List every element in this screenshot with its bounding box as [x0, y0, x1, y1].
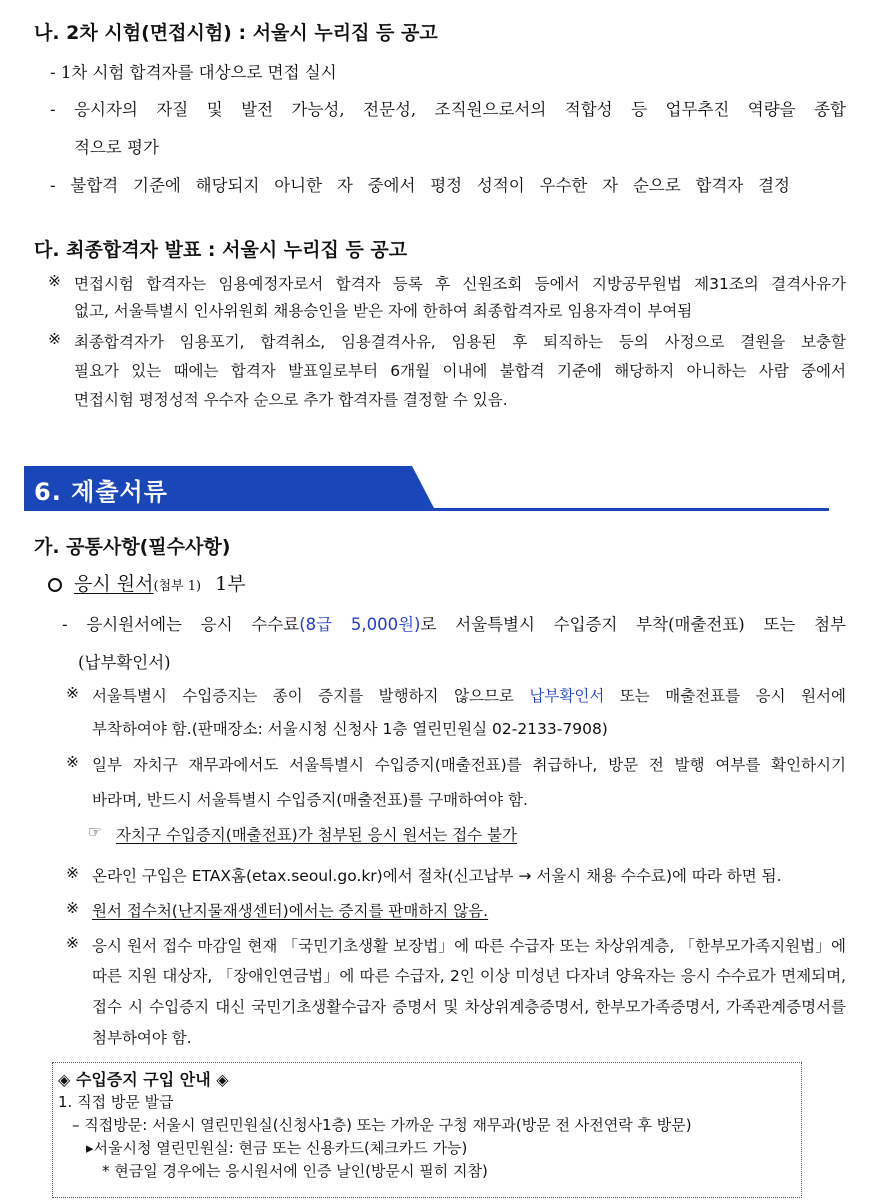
guide-box-title: ◈ 수입증지 구입 안내 ◈ — [58, 1070, 229, 1089]
note-mark: ※ — [48, 272, 61, 290]
fee-desc-post: 로 서울특별시 수입증지 부착(매출전표) 또는 첨부 — [420, 615, 846, 634]
pointing-hand-icon: ☞ — [88, 823, 102, 841]
heading-final-announcement: 다. 최종합격자 발표 : 서울시 누리집 등 공고 — [34, 239, 408, 261]
guide-line-3: ▸서울시청 열린민원실: 현금 또는 신용카드(체크카드 가능) — [86, 1139, 468, 1157]
application-form-item — [74, 569, 246, 596]
interview-item-1: - 1차 시험 합격자를 대상으로 면접 실시 — [50, 63, 337, 82]
section-title-documents: 6. 제출서류 — [34, 478, 168, 506]
final-note-1-line-1: 면접시험 합격자는 임용예정자로서 합격자 등록 후 신원조회 등에서 지방공무원법 제31조의 결격사유가 — [74, 275, 846, 293]
note-mark: ※ — [66, 753, 79, 771]
stamp-warning: 자치구 수입증지(매출전표)가 첨부된 응시 원서는 접수 불가 — [116, 826, 518, 844]
exemption-note-line-2: 따른 지원 대상자, 「장애인연금법」에 따른 수급자, 2인 이상 미성년 다자녀 양육자는 응시 수수료가 면제되며, — [92, 967, 846, 985]
final-note-2-line-3: 면접시험 평정성적 우수자 순으로 추가 합격자를 결정할 수 있음. — [74, 391, 508, 409]
guide-line-4: * 현금일 경우에는 응시원서에 인증 날인(방문시 필히 지참) — [102, 1162, 488, 1180]
stamp-note-1-line-1 — [92, 684, 846, 706]
interview-item-2-cont: 적으로 평가 — [74, 138, 159, 157]
note-mark: ※ — [48, 330, 61, 348]
no-sale-note: 원서 접수처(난지물재생센터)에서는 증지를 판매하지 않음. — [92, 902, 489, 920]
application-form-title: 응시 원서 — [74, 573, 154, 595]
interview-item-2: - 응시자의 자질 및 발전 가능성, 전문성, 조직원으로서의 적합성 등 업무추진 역량을 종합 — [50, 100, 846, 119]
stamp-note-2-line-2: 바라며, 반드시 서울특별시 수입증지(매출전표)를 구매하여야 함. — [92, 791, 528, 809]
online-purchase-note: 온라인 구입은 ETAX홈(etax.seoul.go.kr)에서 절차(신고납부 → 서울시 채용 수수료)에 따라 하면 됨. — [92, 867, 782, 885]
stamp-note-1-post: 또는 매출전표를 응시 원서에 — [619, 687, 847, 705]
exemption-note-line-3: 접수 시 수입증지 대신 국민기초생활수급자 증명서 및 차상위계층증명서, 한부모가족증명서, 가족관계증명서를 — [92, 998, 846, 1016]
exemption-note-line-4: 첨부하여야 함. — [92, 1029, 192, 1047]
circle-bullet-icon — [48, 578, 62, 592]
note-mark: ※ — [66, 899, 79, 917]
heading-common: 가. 공통사항(필수사항) — [34, 536, 231, 558]
exemption-note-line-1: 응시 원서 접수 마감일 현재 「국민기초생활 보장법」에 따른 수급자 또는 차상위계층, 「한부모가족지원법」에 — [92, 937, 846, 955]
note-mark: ※ — [66, 684, 79, 702]
fee-description-cont: (납부확인서) — [78, 653, 171, 672]
note-mark: ※ — [66, 934, 79, 952]
stamp-note-2-line-1: 일부 자치구 재무과에서도 서울특별시 수입증지(매출전표)를 취급하나, 방문 전 발행 여부를 확인하시기 — [92, 756, 846, 774]
application-form-qty: 1부 — [215, 573, 246, 595]
guide-line-1: 1. 직접 방문 발급 — [58, 1093, 174, 1111]
stamp-note-1-pre: 서울특별시 수입증지는 종이 증지를 발행하지 않으므로 — [92, 687, 514, 705]
final-note-2-line-1: 최종합격자가 임용포기, 합격취소, 임용결격사유, 임용된 후 퇴직하는 등의 사정으로 결원을 보충할 — [74, 333, 846, 351]
final-note-1-line-2: 없고, 서울특별시 인사위원회 채용승인을 받은 자에 한하여 최종합격자로 임용자격이 부여됨 — [74, 302, 693, 320]
fee-amount: (8급 5,000원) — [299, 615, 421, 634]
application-form-attach: (첨부 1) — [153, 579, 202, 594]
guide-line-2: – 직접방문: 서울시 열린민원실(신청사1층) 또는 가까운 구청 재무과(방문 전 사전연락 후 방문) — [72, 1116, 692, 1134]
heading-interview: 나. 2차 시험(면접시험) : 서울시 누리집 등 공고 — [34, 22, 438, 44]
fee-description — [62, 611, 846, 635]
note-mark: ※ — [66, 864, 79, 882]
stamp-note-1-line-2: 부착하여야 함.(판매장소: 서울시청 신청사 1층 열린민원실 02-2133-7908) — [92, 720, 608, 738]
section-underline — [24, 508, 829, 511]
payment-confirmation: 납부확인서 — [529, 687, 605, 705]
final-note-2-line-2: 필요가 있는 때에는 합격자 발표일로부터 6개월 이내에 불합격 기준에 해당하지 아니하는 사람 중에서 — [74, 362, 846, 380]
fee-desc-pre: - 응시원서에는 응시 수수료 — [62, 615, 300, 634]
interview-item-3: - 불합격 기준에 해당되지 아니한 자 중에서 평정 성적이 우수한 자 순으로 합격자 결정 — [50, 176, 790, 195]
